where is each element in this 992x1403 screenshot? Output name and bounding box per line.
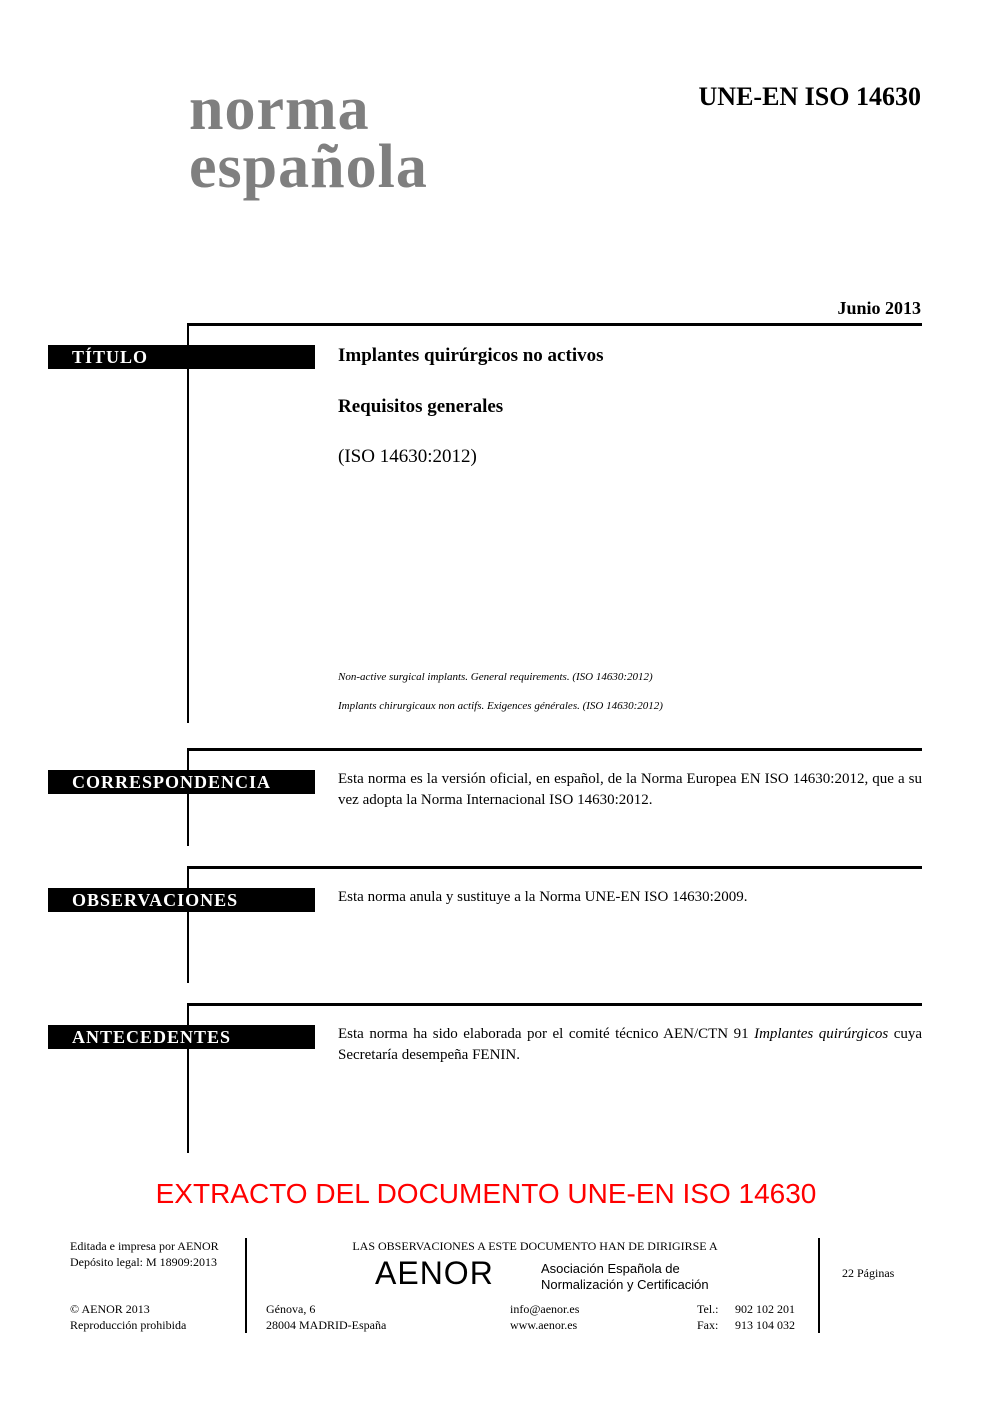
footer-copyright [70, 1301, 186, 1333]
antecedentes-text [338, 1024, 922, 1066]
contact-online [510, 1301, 579, 1333]
iso-reference: (ISO 14630:2012) [338, 446, 477, 467]
observaciones-text: Esta norma anula y sustituye a la Norma UNE-EN ISO 14630:2009. [338, 889, 748, 905]
section-divider-titulo [187, 323, 922, 326]
footer-divider-right [818, 1238, 820, 1333]
section-label-correspondencia: CORRESPONDENCIA [48, 770, 315, 794]
tel-label: Tel.: [697, 1302, 719, 1316]
tel-number: 902 102 201 [735, 1302, 795, 1316]
brand-line-2: española [189, 133, 428, 201]
committee-title: Implantes quirúrgicos [754, 1026, 889, 1042]
aenor-name-line-2: Normalización y Certificación [541, 1277, 709, 1292]
edited-by: Editada e impresa por AENOR [70, 1239, 219, 1253]
reproduction-notice: Reproducción prohibida [70, 1318, 187, 1332]
publication-date: Junio 2013 [837, 298, 921, 318]
aenor-name-line-1: Asociación Española de [541, 1261, 680, 1276]
address-street: Génova, 6 [266, 1302, 316, 1316]
standard-code: UNE-EN ISO 14630 [698, 82, 921, 111]
section-label-observaciones: OBSERVACIONES [48, 888, 315, 912]
fax-label: Fax: [697, 1318, 719, 1332]
correspondencia-text: Esta norma es la versión oficial, en español, de la Norma Europea EN ISO 14630:2012, que a su vez adopta la Norma Internacional ISO 14630:2012. [338, 771, 922, 808]
section-divider-antecedentes [187, 1003, 922, 1006]
section-rule-observaciones [187, 866, 189, 983]
section-rule-correspondencia [187, 748, 189, 846]
aenor-full-name [541, 1261, 709, 1293]
section-rule-titulo [187, 323, 189, 723]
contact-labels [697, 1301, 719, 1333]
extract-watermark: EXTRACTO DEL DOCUMENTO UNE-EN ISO 14630 [155, 1178, 817, 1209]
fax-number: 913 104 032 [735, 1318, 795, 1332]
section-label-antecedentes: ANTECEDENTES [48, 1025, 315, 1049]
section-divider-observaciones [187, 866, 922, 869]
antecedentes-text-start: Esta norma ha sido elaborada por el comité técnico AEN/CTN 91 [338, 1026, 755, 1042]
legal-deposit: Depósito legal: M 18909:2013 [70, 1255, 217, 1269]
title-english: Non-active surgical implants. General requirements. (ISO 14630:2012) [338, 671, 653, 683]
contact-website[interactable]: www.aenor.es [510, 1318, 578, 1332]
contact-numbers [735, 1301, 795, 1333]
copyright: © AENOR 2013 [70, 1302, 150, 1316]
brand-title [189, 75, 428, 201]
footer-divider-left [245, 1238, 247, 1333]
section-label-titulo: TÍTULO [48, 345, 315, 369]
brand-line-1: norma [189, 75, 370, 143]
address-city: 28004 MADRID-España [266, 1318, 387, 1332]
title-french: Implants chirurgicaux non actifs. Exigences générales. (ISO 14630:2012) [338, 700, 663, 712]
footer-edition [70, 1238, 219, 1270]
contact-email[interactable]: info@aenor.es [510, 1302, 580, 1316]
aenor-logo: AENOR [375, 1255, 494, 1291]
observations-notice: LAS OBSERVACIONES A ESTE DOCUMENTO HAN DE DIRIGIRSE A [352, 1239, 718, 1253]
section-divider-correspondencia [187, 748, 922, 751]
postal-address [266, 1301, 386, 1333]
antecedentes-text-end: cuya Secretaría desempeña FENIN. [338, 1026, 923, 1063]
page-count: 22 Páginas [842, 1266, 895, 1280]
subtitle-spanish: Requisitos generales [338, 396, 504, 417]
title-spanish: Implantes quirúrgicos no activos [338, 345, 604, 366]
